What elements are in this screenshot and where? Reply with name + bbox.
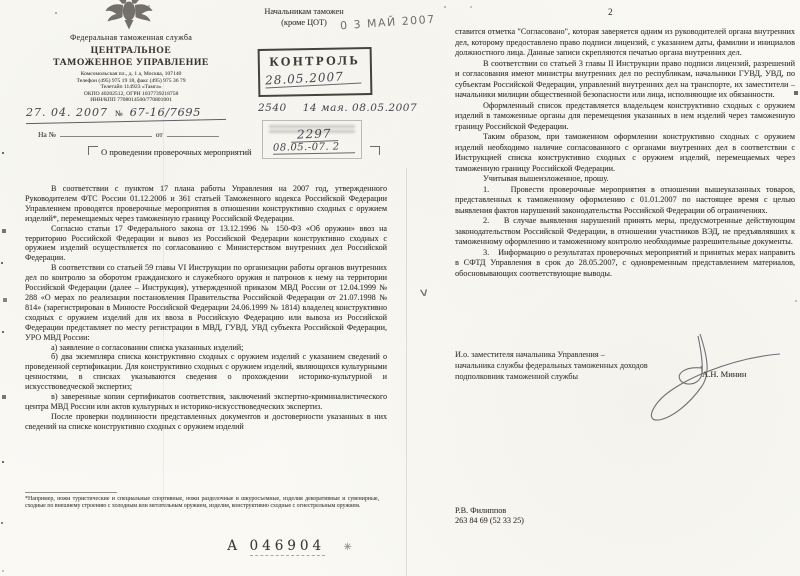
body-paragraph: Таким образом, при таможенном оформлении конструктивно сходных с оружием изделий необходимо наличие согласованного с органами внутренних дел в соответствии с Инструкцией списка конструктивно сходных с оружием изделий, перемещаемых через таможенную границу Российской Федерации. xyxy=(455,132,795,173)
outgoing-number-handwritten xyxy=(26,103,201,121)
body-paragraph: После проверки подлинности представленных документов и достоверности указанных в них сведений на списке конструктивно сходных с оружием изделий xyxy=(25,411,387,431)
body-paragraph: Оформленный список представляется владельцем конструктивно сходных с оружием изделий в таможенные органы для перемещения указанных в нем изделий через таможенную границу Российской Федерации. xyxy=(455,100,795,131)
ref-number-blank xyxy=(60,128,152,137)
footnote-rule xyxy=(25,492,117,493)
page2-body xyxy=(455,27,795,279)
control-date-handwritten: 28.05.2007 xyxy=(265,69,362,89)
scan-noise xyxy=(0,0,2,2)
body-paragraph: ставится отметка "Согласовано", которая заверяется одним из руководителей органа внутренних дел, которому предоставлено право подписи лицензий, с указанием даты, фамилии и инициалов должностного лица. Данные записи скрепляются печатью органа внутренних дел. xyxy=(455,27,795,57)
signer-position-line: начальника службы федеральных таможенных доходов xyxy=(455,361,648,370)
outgoing-date: 27. 04. 2007 xyxy=(26,106,108,119)
letterhead-org-name: ЦЕНТРАЛЬНОЕ ТАМОЖЕННОЕ УПРАВЛЕНИЕ xyxy=(53,45,209,68)
inbox-stamp xyxy=(262,120,362,159)
control-stamp xyxy=(258,47,373,97)
form-number-digits: 046904 xyxy=(249,538,326,554)
form-number-stamp xyxy=(227,538,352,554)
executor-block xyxy=(455,506,524,526)
body-paragraph: 1. Провести проверочные мероприятия в отношении вышеуказанных товаров, представленных к таможенному оформлению с 01.01.2007 по настоящее время с целью выявления фактов нарушений законодательства Российской Федерации об ограничениях. xyxy=(455,184,795,215)
margin-checkmark: ∨ xyxy=(417,285,431,300)
executor-phone: 263 84 69 (52 33 25) xyxy=(455,516,524,525)
registration-note-handwritten xyxy=(258,102,417,114)
page-number: 2 xyxy=(608,7,613,17)
signer-position-line: подполковник таможенной службы xyxy=(455,372,578,381)
form-series-letter: А xyxy=(227,538,242,554)
inbox-date-handwritten: 08.05.-07. 2 xyxy=(273,141,355,154)
inbox-number-handwritten: 2297 xyxy=(291,126,338,143)
received-date-stamp: 0 3 МАЙ 2007 xyxy=(339,12,437,33)
body-paragraph: В соответствии со статьей 59 главы VI Инструкции по организации работы органов внутренних дел по контролю за оборотом гражданского и служебного оружия и патронов к нему на территории Российской Федерации (далее – Инструкция), утвержденной приказом МВД России от 12.04.1999 № 288 «О мерах по реализации постановления Правительства Российской Федерации от 21.07.1998 № 814» (зарегистрирован в Минюсте Российской Федерации 24.06.1999 № 1814) владелец конструктивно сходных с оружием изделий для их ввоза в Российскую Федерацию или вывоза из Российской Федерации представляет по месту регистрации в МВД, ГУВД, УВД субъекта Российской Федерации, УРО МВД России: xyxy=(25,263,387,342)
ref-na-label: На № xyxy=(38,130,56,139)
letterhead-address-block: Комсомольская пл., д. 1 а, Москва, 107140 Телефон (495) 975 19 18, факс (495) 975 36 79 Телетайп 114923 «Тамга» ОКПО 40202512, ОГРН 1037739218758 ИНН/КПП 7708014500/770801001 xyxy=(76,71,186,103)
body-paragraph: 3. Информацию о результатах проверочных мероприятий и принятых мерах направить в СФТД Управления в срок до 28.05.2007, с одновременным представлением материалов, обосновывающих соответствующие выводы. xyxy=(455,247,795,278)
footnote-text: *Например, ножи туристические и специальные спортивные, ножи разделочные и шкуросъемные, изделия декоративные и сувенирные, сходные по внешнему строению с холодным или метательным оружием, изделия, конструктивно сходные с огнестрельным оружием. xyxy=(25,496,379,510)
signer-position-line: И.о. заместителя начальника Управления – xyxy=(455,350,605,359)
signature-ink-stroke xyxy=(622,330,792,440)
body-paragraph: а) заявление о согласовании списка указанных изделий; xyxy=(51,342,244,352)
number-sign: № xyxy=(114,109,123,118)
ref-date-blank xyxy=(167,128,219,137)
control-stamp-label: КОНТРОЛЬ xyxy=(269,53,361,69)
ref-ot-label: от xyxy=(155,130,163,139)
reference-line xyxy=(38,128,219,139)
letterhead-service-name: Федеральная таможенная служба xyxy=(69,33,193,42)
page1-body xyxy=(25,184,387,432)
subject-text: О проведении проверочных мероприятий xyxy=(101,147,252,157)
executor-name: Р.В. Филиппов xyxy=(455,506,507,515)
body-paragraph: В соответствии с пунктом 17 плана работы Управления на 2007 год, утвержденного Руководителем ФТС России 01.12.2006 и 361 статьей Таможенного кодекса Российской Федерации Управлением проводятся проверочные мероприятия в отношении конструктивно сходных с оружием изделий*, перемещаемых через таможенную границу Российской Федерации. xyxy=(25,184,387,223)
reg-note: 14 мая. 08.05.2007 xyxy=(302,102,418,114)
page-fold-line xyxy=(406,168,407,576)
reg-number: 2540 xyxy=(258,102,287,114)
body-paragraph: Согласно статьи 17 Федерального закона от 13.12.1996 № 150-ФЗ «Об оружии» ввоз на территорию Российской Федерации и вывоз из Российской Федерации конструктивно сходных с оружием изделий осуществляется по согласованию с Министерством внутренних дел Российской Федерации. xyxy=(25,223,387,263)
body-paragraph: В соответствии со статьей 3 главы II Инструкции право подписи лицензий, разрешений и согласования имеют министры внутренних дел по республикам, начальники ГУВД, УВД, по субъектам Российской Федерации, управлений внутренних дел на транспорте, их заместители – начальники милиции общественной безопасности или лица, исполняющие их обязанности. xyxy=(455,58,795,99)
outgoing-number: 67-16/7695 xyxy=(129,105,201,119)
coat-of-arms-icon xyxy=(103,0,155,37)
addressee-line: Начальникам таможен xyxy=(264,7,344,16)
addressee-line: (кроме ЦОТ) xyxy=(281,17,327,27)
body-paragraph: б) два экземпляра списка конструктивно сходных с оружием изделий с указанием сведений о проведенной сертификации. Для конструктивно сходных с оружием изделий, являющихся культурными ценностями, в списках указываются сведения о прохождении историко-культурной и искусствоведческой экспертиз; xyxy=(25,352,387,392)
body-paragraph: 2. В случае выявления нарушений принять меры, предусмотренные действующим законодательством Российской Федерации, в отношении участников ВЭД, не предъявлявших к таможенному оформлению и таможенному контролю необходимые разрешительные документы. xyxy=(455,216,795,246)
letterhead xyxy=(18,33,244,104)
body-paragraph: в) заверенные копии сертификатов соответствия, заключений экспертно-криминалистического центра МВД России или актов культурных и историко-искусствоведческих экспертиз. xyxy=(25,392,387,411)
asterisk-mark-icon: ✳ xyxy=(343,542,352,553)
body-paragraph: Учитывая вышеизложенное, прошу. xyxy=(483,174,609,183)
signer-name: А.Н. Минин xyxy=(702,369,747,379)
